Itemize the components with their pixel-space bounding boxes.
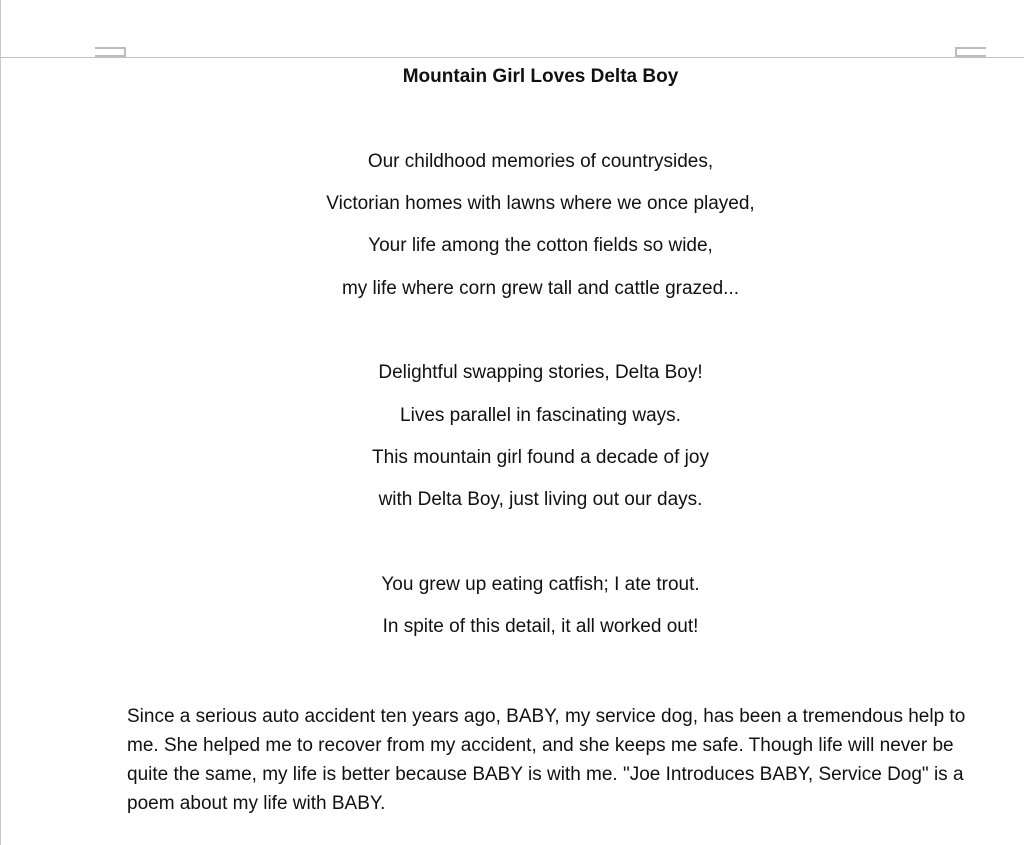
poem-line: Victorian homes with lawns where we once played, — [326, 193, 755, 214]
poem-line: You grew up eating catfish; I ate trout. — [381, 574, 700, 595]
poem-title: Mountain Girl Loves Delta Boy — [402, 66, 679, 87]
poem-line: Your life among the cotton fields so wide, — [368, 235, 713, 256]
author-note-paragraph: Since a serious auto accident ten years ago, BABY, my service dog, has been a tremendous help to me. She helped me to recover from my accident, and she keeps me safe. Though life will never be quite the same, my life is better because BABY is with me. "Joe Introduces BABY, Service Dog" is a poem about my life with BABY. — [127, 706, 966, 814]
poem-line: with Delta Boy, just living out our days. — [378, 489, 703, 510]
poem-line: In spite of this detail, it all worked out! — [382, 616, 699, 637]
poem-line: my life where corn grew tall and cattle grazed... — [341, 278, 740, 299]
ruler-line — [0, 57, 1024, 58]
left-margin-marker[interactable] — [95, 47, 126, 57]
poem-line: This mountain girl found a decade of joy — [372, 447, 709, 468]
poem-line: Delightful swapping stories, Delta Boy! — [378, 362, 703, 383]
poem-line: Lives parallel in fascinating ways. — [400, 405, 681, 426]
right-margin-marker[interactable] — [955, 47, 986, 57]
poem-line: Our childhood memories of countrysides, — [367, 151, 714, 172]
